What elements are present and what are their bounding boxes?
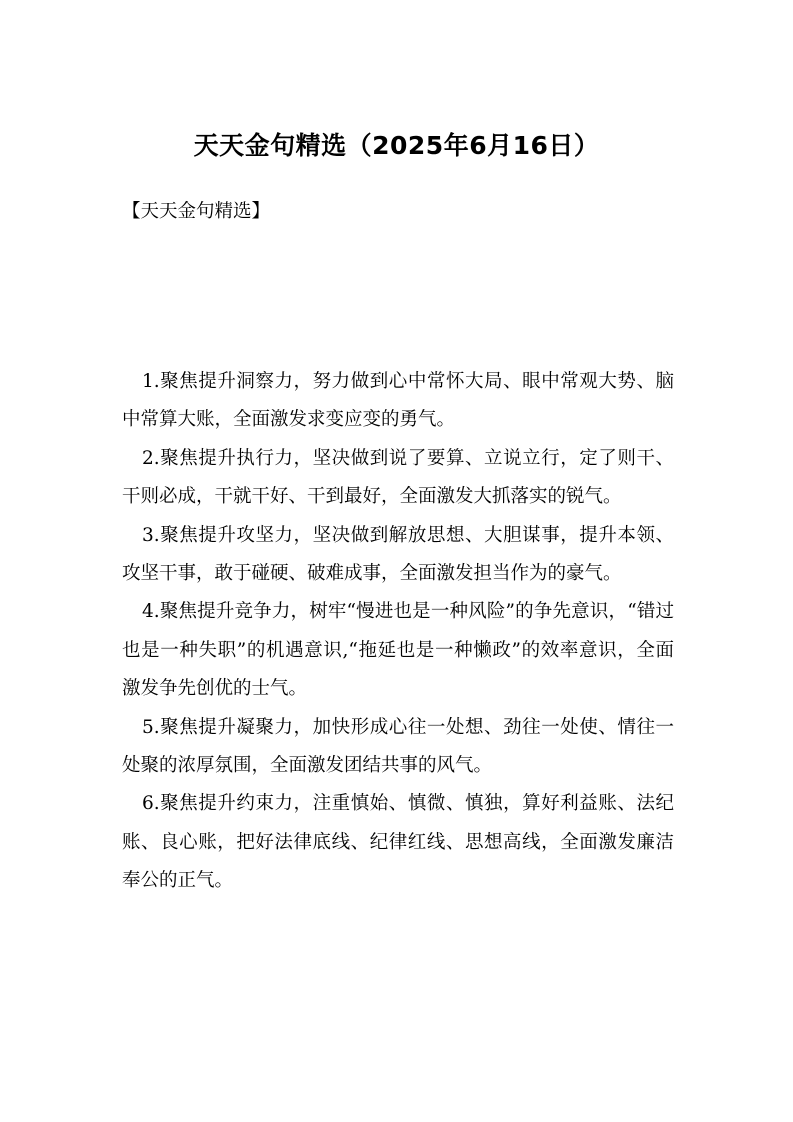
- paragraph-2: 2.聚焦提升执行力，坚决做到说了要算、立说立行，定了则干、干则必成，干就干好、干到最好，全面激发大抓落实的锐气。: [122, 447, 674, 508]
- paragraph-5: 5.聚焦提升凝聚力，加快形成心往一处想、劲往一处使、情往一处聚的浓厚氛围，全面激发团结共事的风气。: [122, 716, 674, 777]
- document-title: 天天金句精选（2025年6月16日）: [193, 131, 600, 160]
- paragraph-3: 3.聚焦提升攻坚力，坚决做到解放思想、大胆谋事，提升本领、攻坚干事，敢于碰硬、破难成事，全面激发担当作为的豪气。: [122, 524, 674, 585]
- paragraph-1: 1.聚焦提升洞察力，努力做到心中常怀大局、眼中常观大势、脑中常算大账，全面激发求变应变的勇气。: [122, 371, 674, 431]
- paragraph-4: 4.聚焦提升竞争力，树牢“慢进也是一种风险”的争先意识，“错过也是一种失职”的机遇意识,“拖延也是一种懒政”的效率意识，全面激发争先创优的士气。: [122, 601, 674, 700]
- paragraph-6: 6.聚焦提升约束力，注重慎始、慎微、慎独，算好利益账、法纪账、良心账，把好法律底线、纪律红线、思想高线，全面激发廉洁奉公的正气。: [122, 793, 674, 892]
- section-label: 【天天金句精选】: [122, 201, 271, 222]
- document-body: [122, 363, 674, 901]
